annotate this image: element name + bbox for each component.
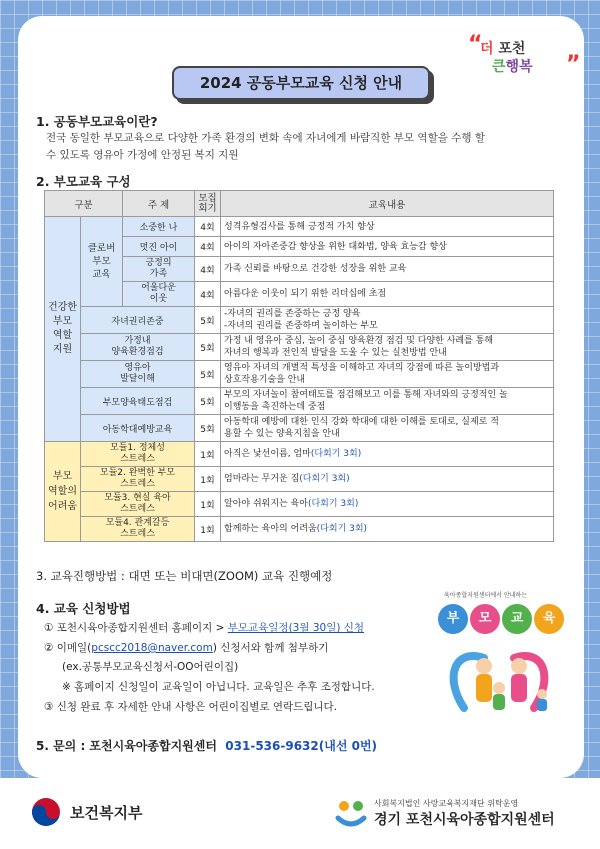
category-difficulty: 부모 역할의 어려움 bbox=[45, 442, 81, 542]
brand-deo: 더 bbox=[480, 41, 494, 57]
step3: ③ 신청 완료 후 자세한 안내 사항은 어린이집별로 연락드립니다. bbox=[44, 701, 338, 713]
brand-keun: 큰 bbox=[492, 59, 506, 75]
subcategory-clover: 클로버 부모 교육 bbox=[81, 217, 123, 307]
count-cell: 4회 bbox=[195, 237, 221, 257]
brand-pocheon: 포천 bbox=[493, 41, 526, 57]
contact-phone: 031-536-9632(내선 0번) bbox=[225, 739, 378, 753]
desc-cell: 영유아 자녀의 개별적 특성을 이해하고 자녀의 강점에 따른 놀이방법과 상호작용기술을 안내 bbox=[221, 361, 554, 388]
table-row bbox=[45, 307, 554, 334]
brand-haengbok: 행복 bbox=[505, 59, 533, 75]
table-row bbox=[45, 442, 554, 467]
desc-cell: -자녀의 권리를 존중하는 긍정 양육 -자녀의 권리를 존중하며 놀이하는 부모 bbox=[221, 307, 554, 334]
table-row bbox=[45, 388, 554, 415]
topic-cell: 영유아 발달이해 bbox=[81, 361, 195, 388]
count-cell: 1회 bbox=[195, 517, 221, 542]
table-row bbox=[45, 415, 554, 442]
taegeuk-icon bbox=[30, 796, 62, 828]
education-table bbox=[44, 190, 554, 542]
count-cell: 1회 bbox=[195, 492, 221, 517]
table-row bbox=[45, 217, 554, 237]
table-row bbox=[45, 517, 554, 542]
section2-heading: 2. 부모교육 구성 bbox=[36, 174, 131, 189]
center-logo bbox=[334, 796, 555, 830]
brand-slogan bbox=[468, 32, 581, 78]
page-title: 2024 공동부모교육 신청 안내 bbox=[172, 66, 430, 100]
family-figures-icon bbox=[424, 638, 574, 718]
center-operator: 사회복지법인 사랑교육복지재단 위탁운영 bbox=[374, 798, 519, 808]
desc-cell: 가정 내 영유아 중심, 놀이 중심 양육환경 점검 및 다양한 사례를 통해 자녀의 행복과 전인적 발달을 도울 수 있는 실천방법 안내 bbox=[221, 334, 554, 361]
desc-cell: 아름다운 이웃이 되기 위한 리더십에 초점 bbox=[221, 282, 554, 307]
count-cell: 4회 bbox=[195, 257, 221, 282]
topic-cell: 모듈4. 관계갈등 스트레스 bbox=[81, 517, 195, 542]
section3-text: 3. 교육진행방법 : 대면 또는 비대면(ZOOM) 교육 진행예정 bbox=[36, 569, 333, 583]
section1-heading: 1. 공동부모교육이란? bbox=[36, 114, 158, 129]
topic-cell: 모듈2. 완벽한 부모 스트레스 bbox=[81, 467, 195, 492]
header-category: 구분 bbox=[45, 191, 123, 217]
desc-cell: 부모의 자녀놀이 참여태도를 점검해보고 이를 통해 자녀와의 긍정적인 놀 이행동을 촉진하는데 중점 bbox=[221, 388, 554, 415]
desc-cell: 가족 신뢰를 바탕으로 건강한 성장을 위한 교육 bbox=[221, 257, 554, 282]
section1-line1: 전국 동일한 부모교육으로 다양한 가족 환경의 변화 속에 자녀에게 바람직한 부모 역할을 수행 할 bbox=[46, 132, 485, 144]
family-illustration bbox=[424, 590, 574, 710]
desc-cell: 아동학대 예방에 대한 인식 강화 학대에 대한 이해를 토대로, 실제로 적 용할 수 있는 양육지침을 안내 bbox=[221, 415, 554, 442]
header-content: 교육내용 bbox=[221, 191, 554, 217]
desc-cell: 엄마라는 무거운 짐(다회기 3회) bbox=[221, 467, 554, 492]
table-row bbox=[45, 467, 554, 492]
quote-close: ” bbox=[566, 52, 581, 77]
table-row bbox=[45, 492, 554, 517]
table-row bbox=[45, 334, 554, 361]
notice-text: ※ 홈페이지 신청일이 교육일이 아닙니다. 교육일은 추후 조정합니다. bbox=[62, 681, 375, 693]
center-name: 경기 포천시육아종합지원센터 bbox=[374, 811, 555, 828]
ministry-name: 보건복지부 bbox=[70, 803, 143, 822]
email-link[interactable]: pcscc2018@naver.com bbox=[91, 642, 213, 654]
illustration-caption: 육아종합지원센터에서 안내하는 bbox=[444, 592, 528, 599]
desc-cell: 아이의 자아존중감 향상을 위한 대화법, 양육 효능감 향상 bbox=[221, 237, 554, 257]
topic-cell: 어울다운 이웃 bbox=[123, 282, 195, 307]
bubble-bu: 부 bbox=[438, 604, 468, 634]
desc-cell: 아직은 낯선이름, 엄마(다회기 3회) bbox=[221, 442, 554, 467]
category-healthy: 건강한 부모 역할 지원 bbox=[45, 217, 81, 442]
step2-example: (ex.공통부모교육신청서-OO어린이집) bbox=[62, 661, 239, 673]
quote-open: “ bbox=[468, 32, 483, 57]
topic-cell: 아동학대예방교육 bbox=[81, 415, 195, 442]
topic-cell: 멋진 아이 bbox=[123, 237, 195, 257]
bubble-yuk: 육 bbox=[534, 604, 564, 634]
topic-cell: 가정내 양육환경점검 bbox=[81, 334, 195, 361]
count-cell: 5회 bbox=[195, 415, 221, 442]
desc-cell: 성격유형검사를 통해 긍정적 가치 향상 bbox=[221, 217, 554, 237]
header-count: 모집 회기 bbox=[195, 191, 221, 217]
bubble-mo: 모 bbox=[470, 604, 500, 634]
step1: ① 포천시육아종합지원센터 홈페이지 > 부모교육일정(3월 30일) 신청 bbox=[44, 622, 365, 634]
count-cell: 1회 bbox=[195, 442, 221, 467]
section5-contact: 5. 문의 : 포천시육아종합지원센터 031-536-9632(내선 0번) bbox=[36, 739, 378, 753]
count-cell: 4회 bbox=[195, 282, 221, 307]
topic-cell: 자녀권리존중 bbox=[81, 307, 195, 334]
topic-cell: 모듈1. 정체성 스트레스 bbox=[81, 442, 195, 467]
section1-line2: 수 있도록 영유아 가정에 안정된 복지 지원 bbox=[46, 149, 239, 161]
count-cell: 5회 bbox=[195, 388, 221, 415]
header-topic: 주 제 bbox=[123, 191, 195, 217]
count-cell: 5회 bbox=[195, 307, 221, 334]
count-cell: 1회 bbox=[195, 467, 221, 492]
schedule-link[interactable]: 부모교육일정(3월 30일) 신청 bbox=[227, 622, 365, 634]
bubble-gyo: 교 bbox=[502, 604, 532, 634]
count-cell: 4회 bbox=[195, 217, 221, 237]
topic-cell: 부모양육태도점검 bbox=[81, 388, 195, 415]
desc-cell: 함께하는 육아의 어려움(다회기 3회) bbox=[221, 517, 554, 542]
count-cell: 5회 bbox=[195, 334, 221, 361]
table-row bbox=[45, 361, 554, 388]
ministry-logo bbox=[30, 796, 142, 828]
section4-heading: 4. 교육 신청방법 bbox=[36, 601, 131, 616]
desc-cell: 알아야 쉬워지는 육아(다회기 3회) bbox=[221, 492, 554, 517]
count-cell: 5회 bbox=[195, 361, 221, 388]
topic-cell: 모듈3. 현실 육아 스트레스 bbox=[81, 492, 195, 517]
step2: ② 이메일(pcscc2018@naver.com) 신청서와 함께 첨부하기 bbox=[44, 642, 329, 654]
topic-cell: 긍정의 가족 bbox=[123, 257, 195, 282]
topic-cell: 소중한 나 bbox=[123, 217, 195, 237]
center-logo-icon bbox=[334, 796, 368, 830]
